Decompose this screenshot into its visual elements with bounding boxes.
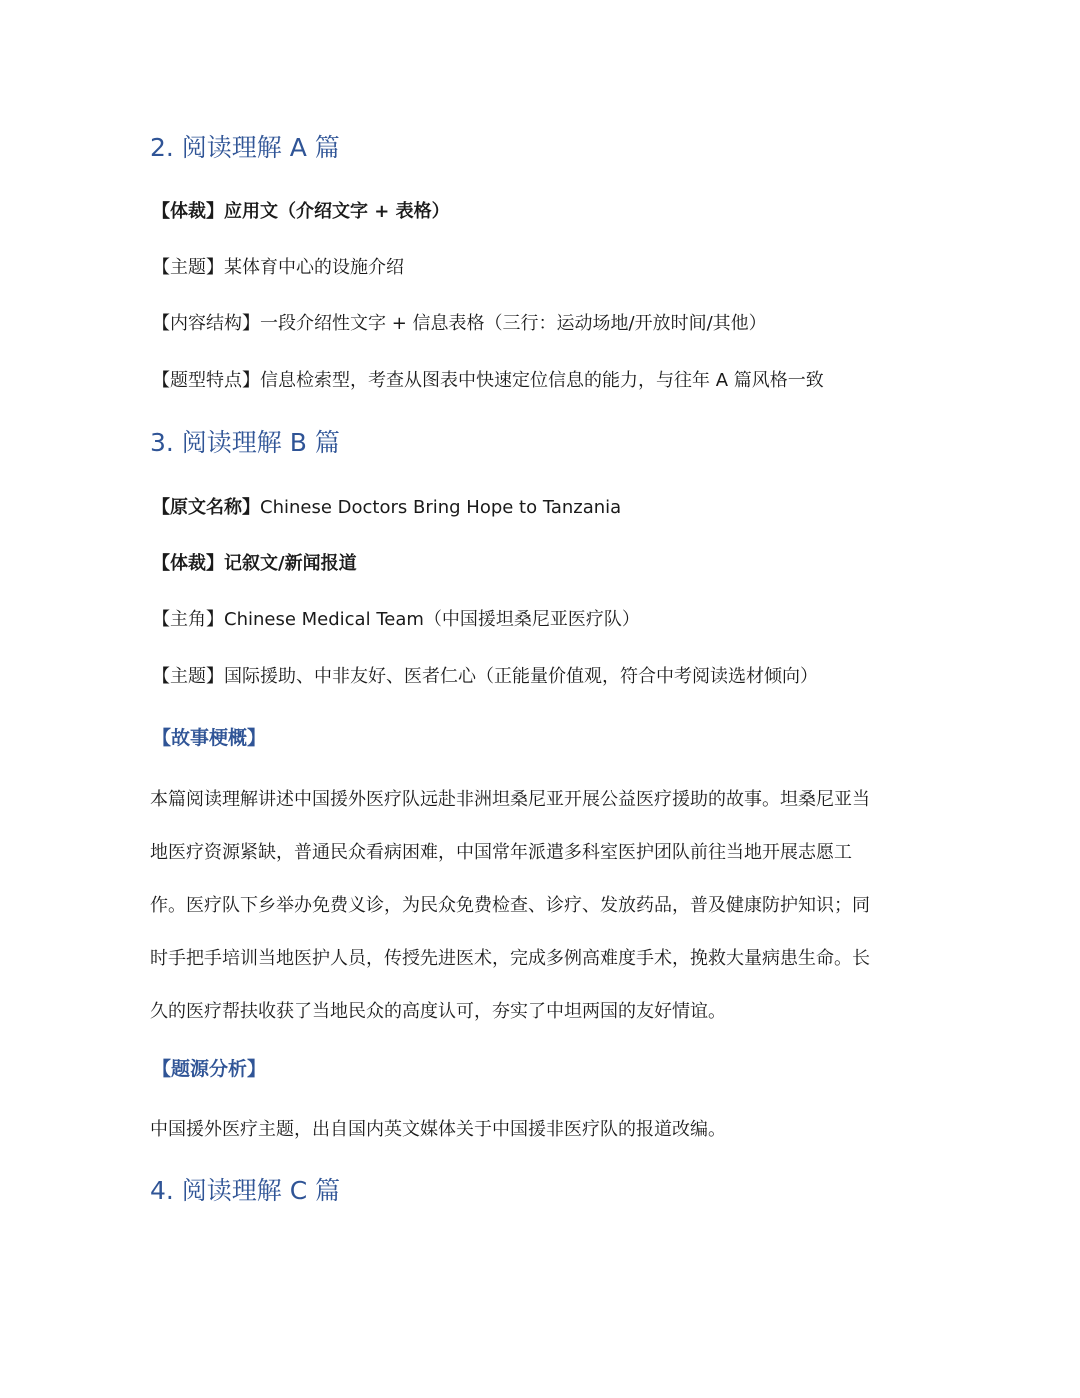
genre-text: 记叙文/新闻报道: [224, 553, 357, 574]
genre-text: 应用文（介绍文字 + 表格）: [224, 201, 450, 222]
summary-line: 本篇阅读理解讲述中国援外医疗队远赴非洲坦桑尼亚开展公益医疗援助的故事。坦桑尼亚当: [150, 789, 870, 810]
summary-heading: 【故事梗概】: [152, 727, 267, 749]
summary-line: 久的医疗帮扶收获了当地民众的高度认可，夯实了中坦两国的友好情谊。: [150, 1001, 726, 1022]
protagonist-text: Chinese Medical Team（中国援坦桑尼亚医疗队）: [224, 609, 640, 630]
section-b-source: [152, 495, 621, 521]
section-b-theme: [152, 664, 818, 690]
section-b-genre: [152, 551, 357, 577]
genre-tag: 【体裁】: [152, 553, 224, 574]
section-b-heading: 3. 阅读理解 B 篇: [150, 428, 340, 457]
origin-heading: 【题源分析】: [152, 1058, 267, 1080]
protagonist-tag: 【主角】: [152, 609, 224, 630]
section-a-structure: [152, 311, 767, 337]
source-text: Chinese Doctors Bring Hope to Tanzania: [260, 497, 622, 518]
source-tag: 【原文名称】: [152, 497, 260, 518]
section-a-question-type: [152, 368, 824, 394]
theme-text: 国际援助、中非友好、医者仁心（正能量价值观，符合中考阅读选材倾向）: [224, 666, 818, 687]
summary-line: 时手把手培训当地医护人员，传授先进医术，完成多例高难度手术，挽救大量病患生命。长: [150, 948, 870, 969]
theme-text: 某体育中心的设施介绍: [224, 257, 404, 278]
question-type-tag: 【题型特点】: [152, 370, 260, 391]
section-a-theme: [152, 255, 404, 281]
origin-text: 中国援外医疗主题，出自国内英文媒体关于中国援非医疗队的报道改编。: [150, 1119, 726, 1140]
section-a-genre: [152, 199, 450, 225]
theme-tag: 【主题】: [152, 257, 224, 278]
summary-line: 地医疗资源紧缺，普通民众看病困难，中国常年派遣多科室医护团队前往当地开展志愿工: [150, 842, 852, 863]
genre-tag: 【体裁】: [152, 201, 224, 222]
section-a-heading: 2. 阅读理解 A 篇: [150, 133, 340, 162]
summary-line: 作。医疗队下乡举办免费义诊，为民众免费检查、诊疗、发放药品，普及健康防护知识；同: [150, 895, 870, 916]
structure-text: 一段介绍性文字 + 信息表格（三行：运动场地/开放时间/其他）: [260, 313, 767, 334]
section-b-protagonist: [152, 607, 640, 633]
structure-tag: 【内容结构】: [152, 313, 260, 334]
theme-tag: 【主题】: [152, 666, 224, 687]
question-type-text: 信息检索型，考查从图表中快速定位信息的能力，与往年 A 篇风格一致: [260, 370, 824, 391]
section-c-heading: 4. 阅读理解 C 篇: [150, 1176, 341, 1205]
